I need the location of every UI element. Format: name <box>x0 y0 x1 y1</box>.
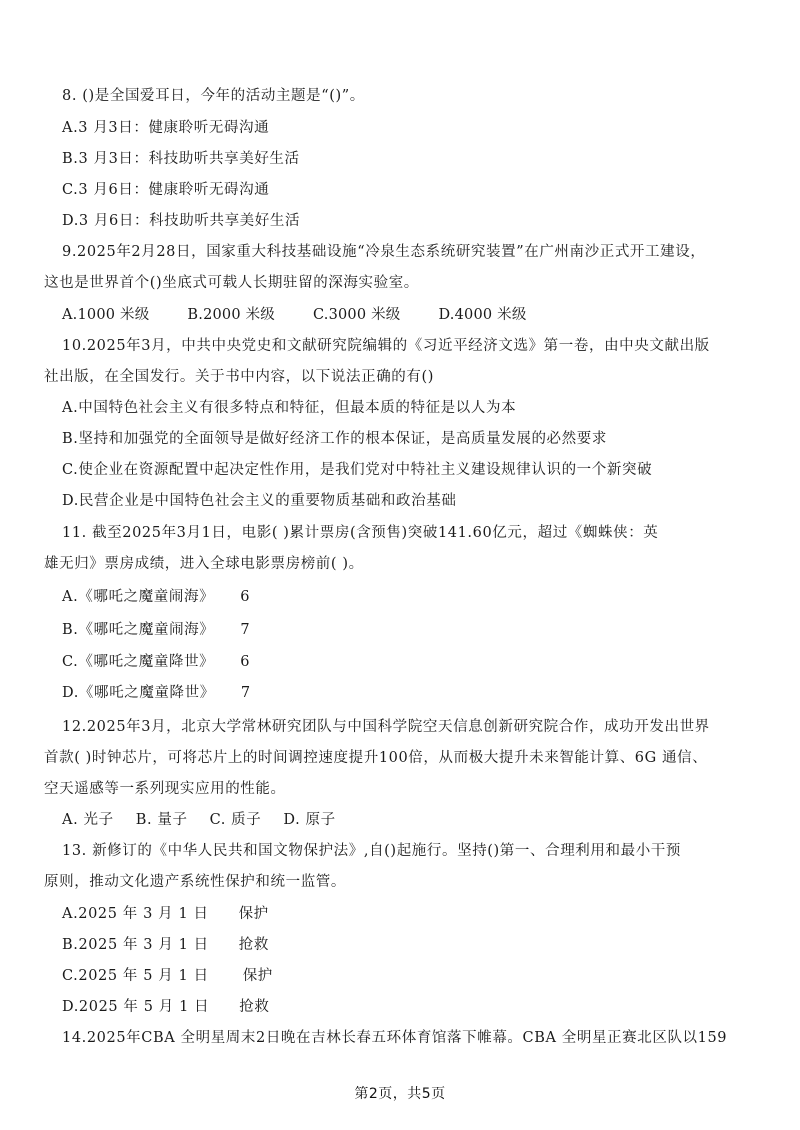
question-13-option-d-date: D.2025 年 5 月 1 日 <box>62 999 210 1015</box>
question-11-option-c <box>62 652 250 672</box>
question-9-options <box>62 305 527 325</box>
question-11-option-a-number: 6 <box>240 589 251 605</box>
question-11-option-b-number: 7 <box>240 622 251 638</box>
question-11-stem-line-1: 11. 截至2025年3月1日，电影( )累计票房(含预售)突破141.60亿元，超过《蜘蛛侠：英 <box>62 525 659 541</box>
question-10-stem-line-1: 10.2025年3月，中共中央党史和文献研究院编辑的《习近平经济文选》第一卷，由中央文献出版 <box>62 338 710 354</box>
question-13-stem-line-1: 13. 新修订的《中华人民共和国文物保护法》,自()起施行。坚持()第一、合理利用和最小干预 <box>62 843 682 859</box>
question-8-option-a: A.3 月3日：健康聆听无碍沟通 <box>62 120 270 136</box>
question-13-option-b-word: 抢救 <box>238 937 269 953</box>
question-9-option-d: D.4000 米级 <box>438 307 527 323</box>
question-13-option-a-date: A.2025 年 3 月 1 日 <box>62 906 209 922</box>
question-8-option-d: D.3 月6日：科技助听共享美好生活 <box>62 213 301 229</box>
question-13-option-b <box>62 935 269 955</box>
question-9-option-c: C.3000 米级 <box>312 307 401 323</box>
question-13-stem-line-2: 原则，推动文化遗产系统性保护和统一监管。 <box>44 874 346 890</box>
question-9-stem-line-2: 这也是世界首个()坐底式可载人长期驻留的深海实验室。 <box>44 275 419 291</box>
question-11-option-d-text: D.《哪吒之魔童降世》 <box>62 685 215 701</box>
question-13-option-d-word: 抢救 <box>239 999 270 1015</box>
question-12-option-a: A. 光子 <box>62 812 114 828</box>
question-11-option-b-text: B.《哪吒之魔童闹海》 <box>62 622 215 638</box>
question-10-option-d: D.民营企业是中国特色社会主义的重要物质基础和政治基础 <box>62 493 457 509</box>
question-9-option-a: A.1000 米级 <box>62 307 150 323</box>
question-12-stem-line-3: 空天遥感等一系列现实应用的性能。 <box>44 781 286 797</box>
question-13-option-d <box>62 997 269 1017</box>
question-13-option-a <box>62 904 269 924</box>
question-9-stem-line-1: 9.2025年2月28日，国家重大科技基础设施“冷泉生态系统研究装置”在广州南沙正式开工建设， <box>62 244 706 260</box>
question-9-option-b: B.2000 米级 <box>187 307 275 323</box>
question-11-option-b <box>62 620 250 640</box>
question-11-option-a-text: A.《哪吒之魔童闹海》 <box>62 589 215 605</box>
question-11-option-d <box>62 683 251 703</box>
question-12-option-b: B. 量子 <box>135 812 188 828</box>
question-12-stem-line-1: 12.2025年3月，北京大学常林研究团队与中国科学院空天信息创新研究院合作，成功开发出世界 <box>62 719 710 735</box>
question-8-option-c: C.3 月6日：健康聆听无碍沟通 <box>62 182 270 198</box>
question-13-option-a-word: 保护 <box>238 906 269 922</box>
question-11-stem-line-2: 雄无归》票房成绩，进入全球电影票房榜前( )。 <box>44 556 364 572</box>
question-12-stem-line-2: 首款( )时钟芯片，可将芯片上的时间调控速度提升100倍，从而极大提升未来智能计算、6G 通信、 <box>44 750 708 766</box>
question-13-option-c <box>62 966 273 986</box>
question-12-option-c: C. 质子 <box>209 812 262 828</box>
question-8-stem: 8. ()是全国爱耳日，今年的活动主题是“()”。 <box>62 88 365 104</box>
question-8-option-b: B.3 月3日：科技助听共享美好生活 <box>62 151 300 167</box>
question-10-option-a: A.中国特色社会主义有很多特点和特征，但最本质的特征是以人为本 <box>62 400 517 416</box>
question-10-stem-line-2: 社出版，在全国发行。关于书中内容，以下说法正确的有() <box>44 369 435 385</box>
question-11-option-d-number: 7 <box>240 685 251 701</box>
question-10-option-b: B.坚持和加强党的全面领导是做好经济工作的根本保证，是高质量发展的必然要求 <box>62 431 607 447</box>
page-footer: 第2页，共5页 <box>354 1086 446 1102</box>
question-10-option-c: C.使企业在资源配置中起决定性作用，是我们党对中特社主义建设规律认识的一个新突破 <box>62 462 653 478</box>
question-12-options <box>62 810 336 830</box>
question-13-option-c-date: C.2025 年 5 月 1 日 <box>62 968 209 984</box>
question-11-option-c-number: 6 <box>240 654 251 670</box>
question-11-option-c-text: C.《哪吒之魔童降世》 <box>62 654 215 670</box>
question-12-option-d: D. 原子 <box>283 812 336 828</box>
question-14-stem-line-1: 14.2025年CBA 全明星周末2日晚在吉林长春五环体育馆落下帷幕。CBA 全明星正赛北区队以159 <box>62 1030 728 1046</box>
question-13-option-b-date: B.2025 年 3 月 1 日 <box>62 937 209 953</box>
question-11-option-a <box>62 587 250 607</box>
question-13-option-c-word: 保护 <box>242 968 273 984</box>
